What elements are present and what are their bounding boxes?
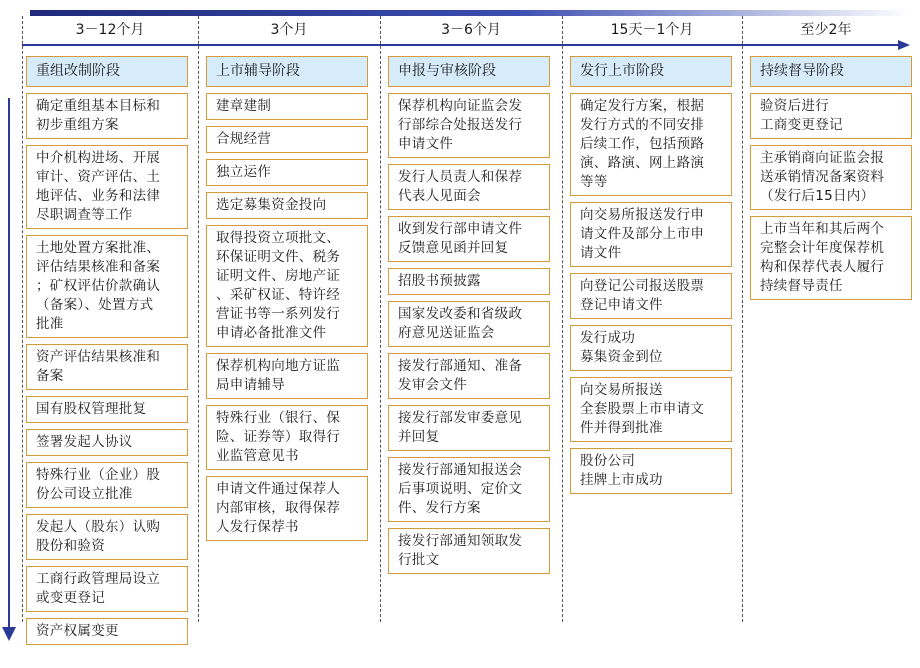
stage-header-issuance: 发行上市阶段 [570, 56, 732, 87]
stage-header-review: 申报与审核阶段 [388, 56, 550, 87]
step-box: 建章建制 [206, 93, 368, 120]
period-label-2: 3个月 [270, 22, 308, 38]
step-box: 资产权属变更 [26, 618, 188, 645]
step-box: 发行成功 募集资金到位 [570, 325, 732, 371]
step-box: 向登记公司报送股票 登记申请文件 [570, 273, 732, 319]
column-divider [562, 16, 563, 622]
step-box: 发行人员责人和保荐 代表人见面会 [388, 164, 550, 210]
step-box: 取得投资立项批文、 环保证明文件、税务 证明文件、房地产证 、采矿权证、特许经 营证书等一系列发行 申请必备批准文件 [206, 225, 368, 347]
step-box: 申请文件通过保荐人 内部审核，取得保荐 人发行保荐书 [206, 476, 368, 541]
step-box: 签署发起人协议 [26, 429, 188, 456]
step-box: 独立运作 [206, 159, 368, 186]
step-box: 特殊行业（银行、保 险、证券等）取得行 业监管意见书 [206, 405, 368, 470]
column-review [388, 56, 550, 580]
step-box: 接发行部通知领取发 行批文 [388, 528, 550, 574]
step-box: 验资后进行 工商变更登记 [750, 93, 912, 139]
column-divider [198, 16, 199, 622]
step-box: 选定募集资金投向 [206, 192, 368, 219]
step-box: 工商行政管理局设立 或变更登记 [26, 566, 188, 612]
period-label-4: 15天－1个月 [610, 22, 694, 38]
step-box: 接发行部发审委意见 并回复 [388, 405, 550, 451]
period-label-3: 3－6个月 [441, 22, 501, 38]
step-box: 保荐机构向地方证监 局申请辅导 [206, 353, 368, 399]
step-box: 特殊行业（企业）股 份公司设立批准 [26, 462, 188, 508]
step-box: 合规经营 [206, 126, 368, 153]
step-box: 接发行部通知、准备 发审会文件 [388, 353, 550, 399]
stage-header-supervision: 持续督导阶段 [750, 56, 912, 87]
column-divider [742, 16, 743, 622]
step-box: 发起人（股东）认购 股份和验资 [26, 514, 188, 560]
step-box: 向交易所报送 全套股票上市申请文 件并得到批准 [570, 377, 732, 442]
stage-header-restructuring: 重组改制阶段 [26, 56, 188, 87]
step-box: 国家发改委和省级政 府意见送证监会 [388, 301, 550, 347]
step-box: 接发行部通知报送会 后事项说明、定价文 件、发行方案 [388, 457, 550, 522]
step-box: 招股书预披露 [388, 268, 550, 295]
period-label-5: 至少2年 [800, 22, 852, 38]
step-box: 资产评估结果核准和 备案 [26, 344, 188, 390]
vertical-arrow-head [2, 627, 16, 641]
step-box: 向交易所报送发行申 请文件及部分上市申 请文件 [570, 202, 732, 267]
period-label-1: 3－12个月 [75, 22, 145, 38]
step-box: 确定发行方案，根据 发行方式的不同安排 后续工作，包括预路 演、路演、网上路演 等等 [570, 93, 732, 196]
vertical-arrow-line [8, 98, 10, 628]
column-supervision [750, 56, 912, 306]
column-restructuring [26, 56, 188, 651]
step-box: 上市当年和其后两个 完整会计年度保荐机 构和保荐代表人履行 持续督导责任 [750, 216, 912, 300]
step-box: 中介机构进场、开展 审计、资产评估、土 地评估、业务和法律 尽职调查等工作 [26, 145, 188, 229]
top-gradient-bar [30, 10, 910, 16]
step-box: 收到发行部申请文件 反馈意见函并回复 [388, 216, 550, 262]
stage-header-counseling: 上市辅导阶段 [206, 56, 368, 87]
column-issuance [570, 56, 732, 500]
step-box: 主承销商向证监会报 送承销情况备案资料 （发行后15日内） [750, 145, 912, 210]
step-box: 保荐机构向证监会发 行部综合处报送发行 申请文件 [388, 93, 550, 158]
step-box: 国有股权管理批复 [26, 396, 188, 423]
step-box: 确定重组基本目标和 初步重组方案 [26, 93, 188, 139]
column-divider [380, 16, 381, 622]
step-box: 土地处置方案批准、 评估结果核准和备案 ；矿权评估价款确认 （备案）、处置方式 批准 [26, 235, 188, 338]
column-counseling [206, 56, 368, 547]
step-box: 股份公司 挂牌上市成功 [570, 448, 732, 494]
column-divider [22, 16, 23, 622]
